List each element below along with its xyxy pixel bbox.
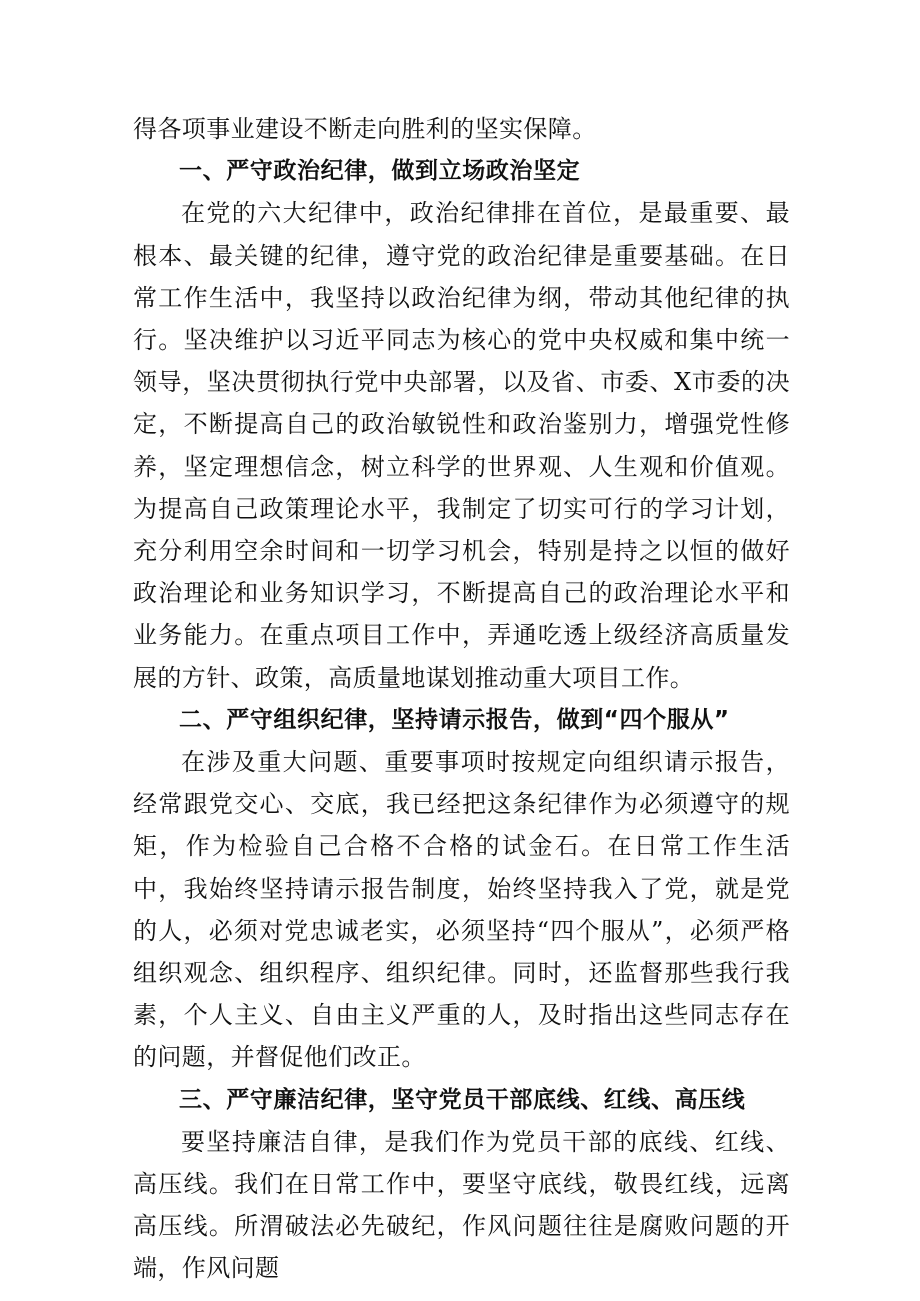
section-2-body: 在涉及重大问题、重要事项时按规定向组织请示报告，经常跟党交心、交底，我已经把这条纪律作为必须遵守的规矩，作为检验自己合格不合格的试金石。在日常工作生活中，我始终坚持请示报告制度，始终坚持我入了党，就是党的人，必须对党忠诚老实，必须坚持“四个服从”，必须严格组织观念、组织程序、组织纪律。同时，还监督那些我行我素，个人主义、自由主义严重的人，及时指出这些同志存在的问题，并督促他们改正。	[133, 748, 790, 1072]
section-1-heading: 一、严守政治纪律，做到立场政治坚定	[179, 158, 581, 185]
section-1-body: 在党的六大纪律中，政治纪律排在首位，是最重要、最根本、最关键的纪律，遵守党的政治纪律是重要基础。在日常工作生活中，我坚持以政治纪律为纲，带动其他纪律的执行。坚决维护以习近平同志为核心的党中央权威和集中统一领导，坚决贯彻执行党中央部署，以及省、市委、X市委的决定，不断提高自己的政治敏锐性和政治鉴别力，增强党性修养，坚定理想信念，树立科学的世界观、人生观和价值观。为提高自己政策理论水平，我制定了切实可行的学习计划，充分利用空余时间和一切学习机会，特别是持之以恒的做好政治理论和业务知识学习，不断提高自己的政治理论水平和业务能力。在重点项目工作中，弄通吃透上级经济高质量发展的方针、政策，高质量地谋划推动重大项目工作。	[133, 199, 790, 692]
section-3-heading: 三、严守廉洁纪律，坚守党员干部底线、红线、高压线	[179, 1086, 746, 1113]
intro-paragraph-tail: 得各项事业建设不断走向胜利的坚实保障。	[133, 115, 597, 143]
section-3-body: 要坚持廉洁自律，是我们作为党员干部的底线、红线、高压线。我们在日常工作中，要坚守底线，敬畏红线，远离高压线。所渭破法必先破纪，作风问题往往是腐败问题的开端，作风问题	[133, 1127, 790, 1283]
section-2-heading: 二、严守组织纪律，坚持请示报告，做到“四个服从”	[179, 706, 730, 733]
